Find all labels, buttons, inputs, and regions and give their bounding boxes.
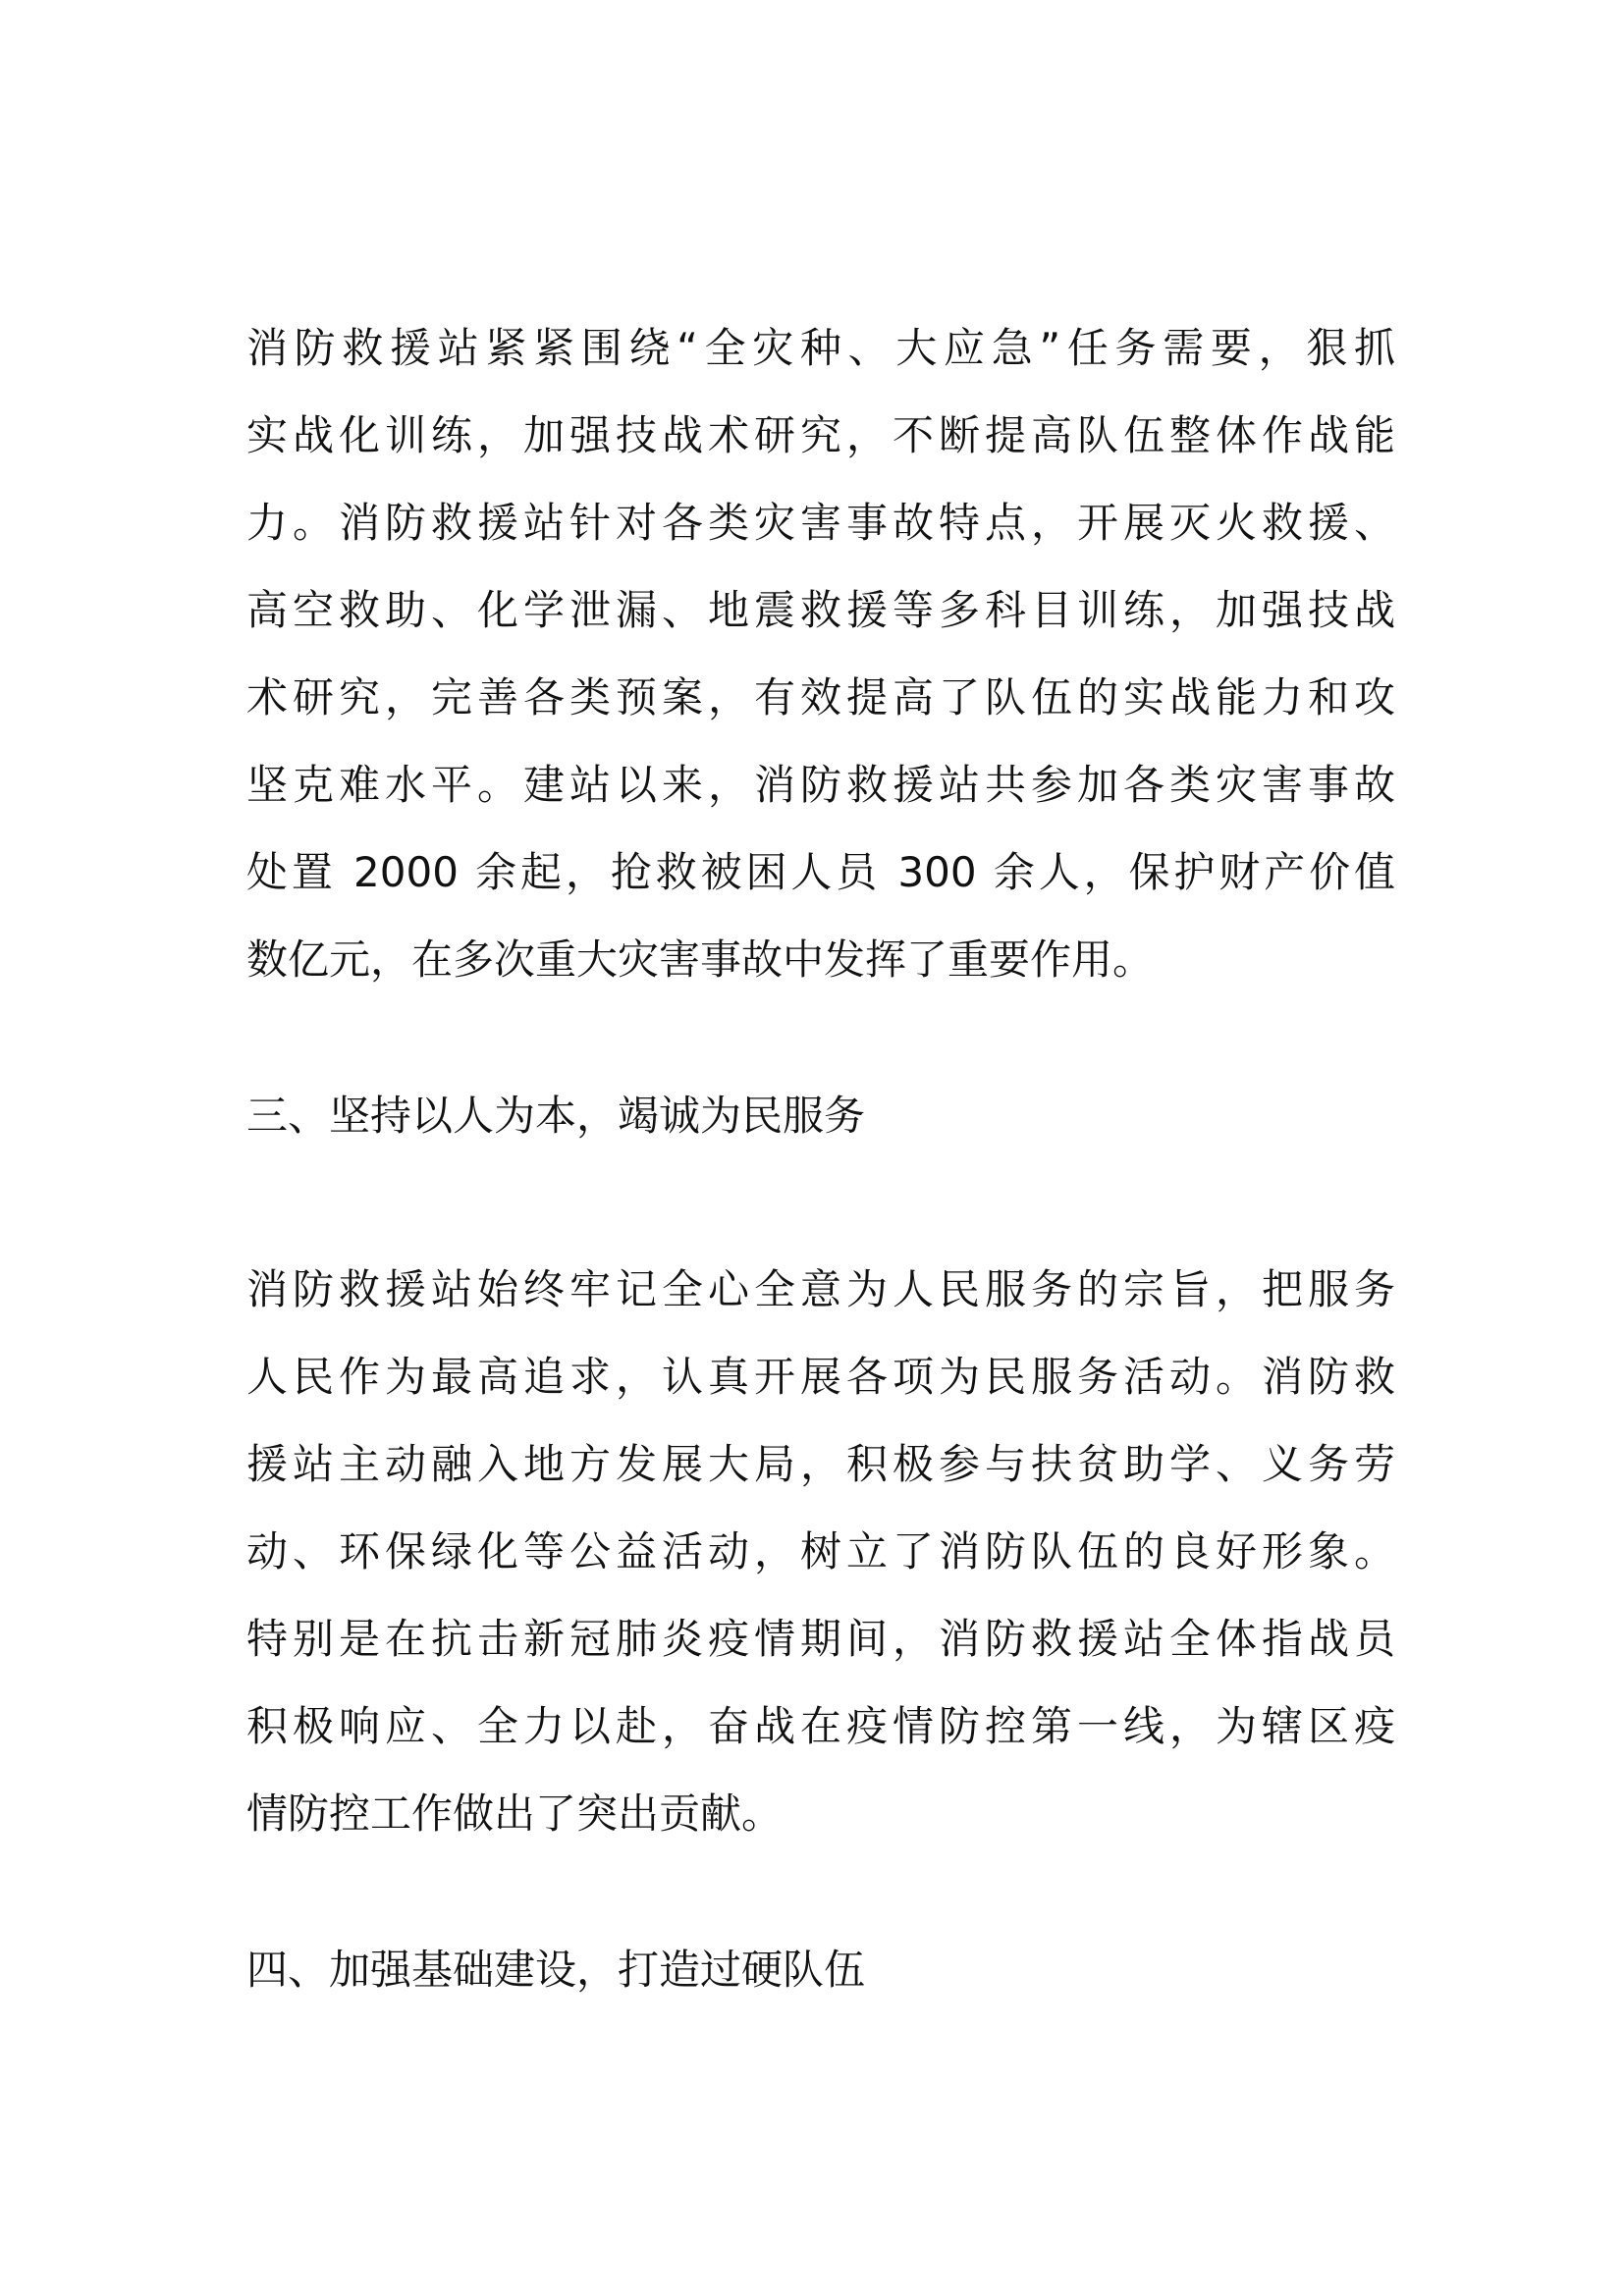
paragraph-2-line: 援站主动融入地方发展大局，积极参与扶贫助学、义务劳 bbox=[246, 1440, 1395, 1488]
paragraph-2-line: 特别是在抗击新冠肺炎疫情期间，消防救援站全体指战员 bbox=[246, 1615, 1395, 1663]
paragraph-1-line: 高空救助、化学泄漏、地震救援等多科目训练，加强技战 bbox=[246, 586, 1395, 634]
paragraph-1-line: 术研究，完善各类预案，有效提高了队伍的实战能力和攻 bbox=[246, 673, 1395, 721]
paragraph-2-line: 情防控工作做出了突出贡献。 bbox=[246, 1789, 784, 1838]
heading-4: 四、加强基础建设，打造过硬队伍 bbox=[246, 1946, 866, 1994]
paragraph-1-line: 实战化训练，加强技战术研究，不断提高队伍整体作战能 bbox=[246, 411, 1395, 459]
paragraph-2-line: 消防救援站始终牢记全心全意为人民服务的宗旨，把服务 bbox=[246, 1265, 1395, 1313]
paragraph-1-line: 力。消防救援站针对各类灾害事故特点，开展灭火救援、 bbox=[246, 499, 1395, 547]
heading-3: 三、坚持以人为本，竭诚为民服务 bbox=[246, 1092, 866, 1140]
paragraph-1-line: 处置 2000 余起，抢救被困人员 300 余人，保护财产价值 bbox=[246, 848, 1395, 896]
paragraph-2-line: 人民作为最高追求，认真开展各项为民服务活动。消防救 bbox=[246, 1353, 1395, 1401]
paragraph-2-line: 动、环保绿化等公益活动，树立了消防队伍的良好形象。 bbox=[246, 1527, 1395, 1575]
paragraph-1-line: 数亿元，在多次重大灾害事故中发挥了重要作用。 bbox=[246, 935, 1155, 984]
paragraph-1-line: 坚克难水平。建站以来，消防救援站共参加各类灾害事故 bbox=[246, 761, 1395, 809]
paragraph-1-line: 消防救援站紧紧围绕“全灾种、大应急”任务需要，狠抓 bbox=[246, 324, 1395, 372]
paragraph-2-line: 积极响应、全力以赴，奋战在疫情防控第一线，为辖区疫 bbox=[246, 1702, 1395, 1750]
